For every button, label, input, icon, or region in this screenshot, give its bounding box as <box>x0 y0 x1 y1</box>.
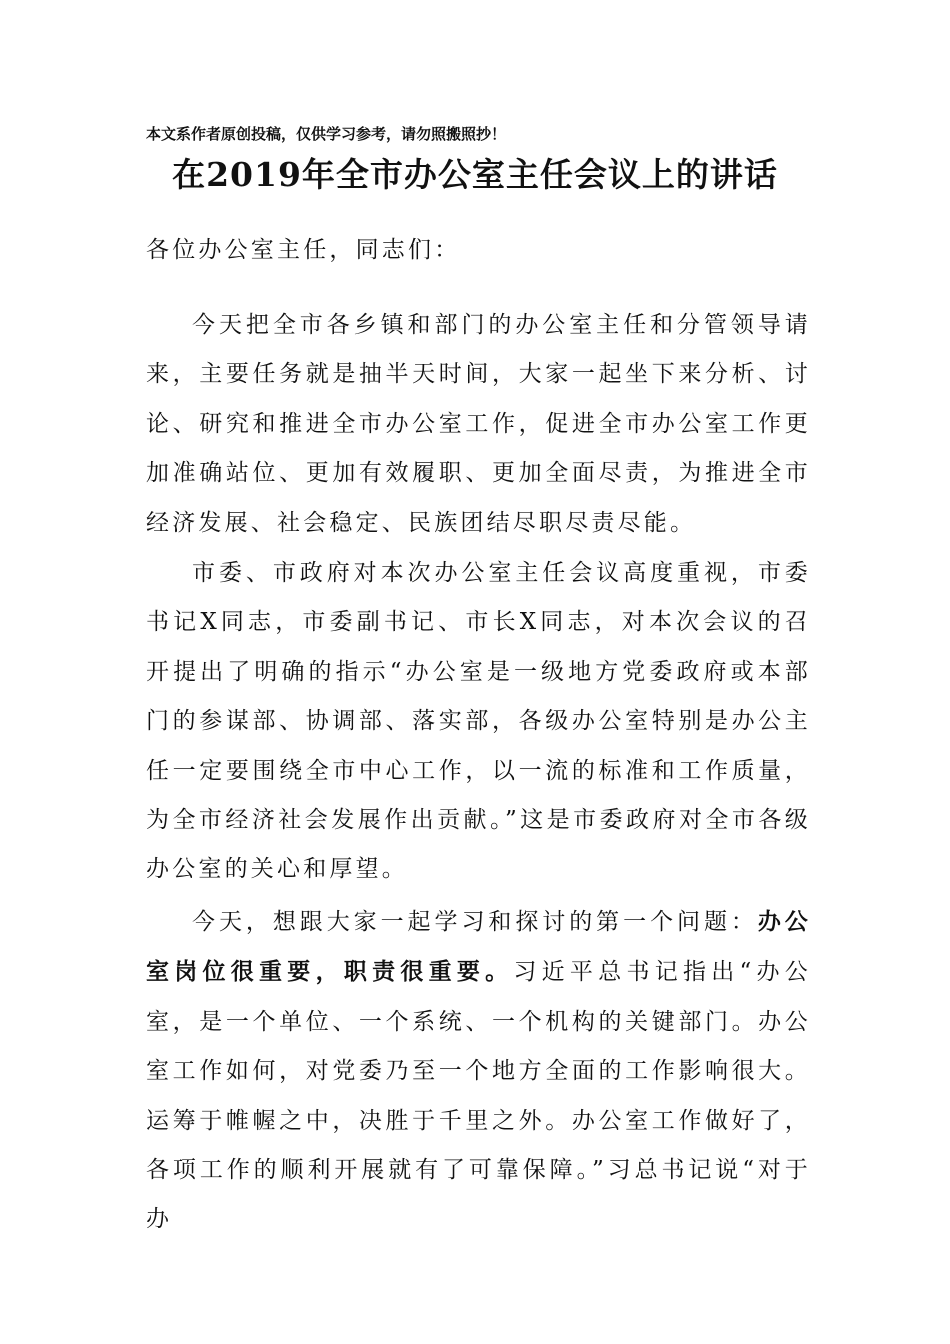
paragraph-3-lead: 今天，想跟大家一起学习和探讨的第一个问题： <box>192 909 758 935</box>
copyright-notice: 本文系作者原创投稿，仅供学习参考，请勿照搬照抄！ <box>146 125 507 143</box>
paragraph-3 <box>146 897 811 1245</box>
paragraph-1: 今天把全市各乡镇和部门的办公室主任和分管领导请来，主要任务就是抽半天时间，大家一起坐下来分析、讨论、研究和推进全市办公室工作，促进全市办公室工作更加准确站位、更加有效履职、更加全面尽责，为推进全市经济发展、社会稳定、民族团结尽职尽责尽能。 <box>146 312 811 536</box>
paragraph-2: 市委、市政府对本次办公室主任会议高度重视，市委书记X同志，市委副书记、市长X同志，对本次会议的召开提出了明确的指示“办公室是一级地方党委政府或本部门的参谋部、协调部、落实部，各级办公室特别是办公主任一定要围绕全市中心工作，以一流的标准和工作质量，为全市经济社会发展作出贡献。”这是市委政府对全市各级办公室的关心和厚望。 <box>146 560 811 883</box>
document-title: 在2019年全市办公室主任会议上的讲话 <box>172 155 778 194</box>
salutation: 各位办公室主任，同志们： <box>146 237 461 263</box>
paragraph-3-emphasis: 办公室岗位很重要，职责很重要。 <box>146 908 812 986</box>
paragraph-3-rest: 习近平总书记指出“办公室，是一个单位、一个系统、一个机构的关键部门。办公室工作如何，对党委乃至一个地方全面的工作影响很大。运筹于帷幄之中，决胜于千里之外。办公室工作做好了，各项工作的顺利开展就有了可靠保障。”习总书记说“对于办 <box>146 959 811 1233</box>
